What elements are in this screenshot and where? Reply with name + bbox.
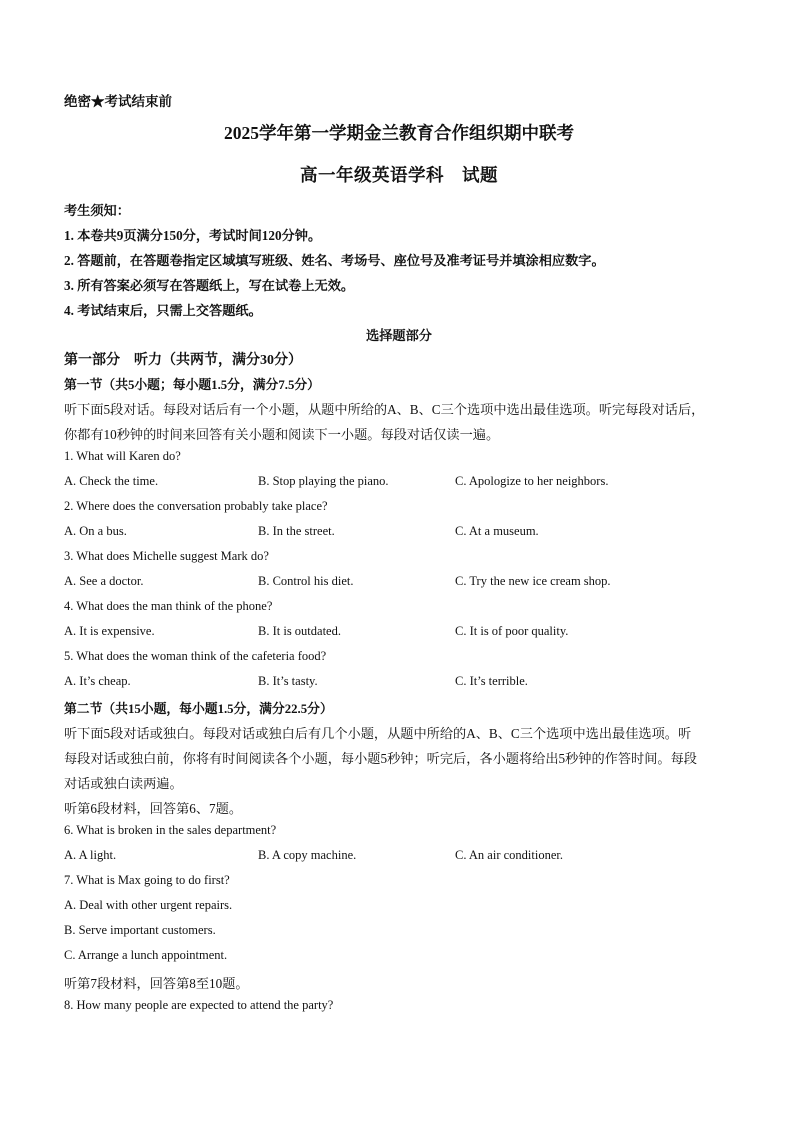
question-stem: 5. What does the woman think of the cafeteria food? [64,649,327,663]
question-stem: 4. What does the man think of the phone? [64,599,273,613]
question-stem: 2. Where does the conversation probably take place? [64,499,328,513]
option-c: C. Arrange a lunch appointment. [64,948,228,962]
question-stem: 8. How many people are expected to attend the party? [64,998,334,1012]
notice-item: 4. 考试结束后，只需上交答题纸。 [64,303,262,318]
option-c: C. Try the new ice cream shop. [455,574,611,588]
option-c: C. An air conditioner. [455,848,563,862]
notice-item: 2. 答题前，在答题卷指定区域填写班级、姓名、考场号、座位号及准考证号并填涂相应数字。 [64,253,605,268]
confidential-label: 绝密★考试结束前 [64,94,172,109]
option-c: C. It’s terrible. [455,674,528,688]
sec1-heading: 第一节（共5小题；每小题1.5分，满分7.5分） [64,378,320,392]
option-b: B. Control his diet. [258,574,354,588]
option-a: A. On a bus. [64,524,127,538]
option-a: A. A light. [64,848,117,862]
option-b: B. Serve important customers. [64,923,216,937]
sec1-instruction: 听下面5段对话。每段对话后有一个小题，从题中所给的A、B、C三个选项中选出最佳选项。听完每段对话后， [64,402,705,417]
question-stem: 6. What is broken in the sales department? [64,823,277,837]
option-b: B. It’s tasty. [258,674,318,688]
option-c: C. At a museum. [455,524,539,538]
option-c: C. It is of poor quality. [455,624,569,638]
question-stem: 7. What is Max going to do first? [64,873,230,887]
sec2-instruction: 听下面5段对话或独白。每段对话或独白后有几个小题，从题中所给的A、B、C三个选项中选出最佳选项。听 [64,726,692,741]
part1-heading: 第一部分 听力（共两节，满分30分） [64,353,302,368]
exam-title: 2025学年第一学期金兰教育合作组织期中联考 [224,123,574,143]
question-stem: 3. What does Michelle suggest Mark do? [64,549,269,563]
option-a: A. Deal with other urgent repairs. [64,898,233,912]
option-a: A. Check the time. [64,474,159,488]
sec1-instruction: 你都有10秒钟的时间来回答有关小题和阅读下一小题。每段对话仅读一遍。 [64,427,500,442]
option-a: A. See a doctor. [64,574,144,588]
option-b: B. Stop playing the piano. [258,474,389,488]
exam-subtitle: 高一年级英语学科 试题 [300,165,498,185]
option-b: B. A copy machine. [258,848,357,862]
option-b: B. It is outdated. [258,624,341,638]
material-label: 听第6段材料，回答第6、7题。 [64,801,243,816]
option-b: B. In the street. [258,524,335,538]
question-stem: 1. What will Karen do? [64,449,181,463]
sec2-instruction: 每段对话或独白前，你将有时间阅读各个小题，每小题5秒钟；听完后，各小题将给出5秒钟的作答时间。每段 [64,751,697,766]
option-c: C. Apologize to her neighbors. [455,474,609,488]
option-a: A. It’s cheap. [64,674,131,688]
notice-item: 1. 本卷共9页满分150分，考试时间120分钟。 [64,228,322,243]
sec2-instruction: 对话或独白读两遍。 [64,776,183,791]
notice-item: 3. 所有答案必须写在答题纸上，写在试卷上无效。 [64,278,355,293]
sec2-heading: 第二节（共15小题，每小题1.5分，满分22.5分） [64,702,333,716]
section-label: 选择题部分 [366,328,432,343]
option-a: A. It is expensive. [64,624,155,638]
notice-heading: 考生须知： [64,203,130,218]
material-label: 听第7段材料，回答第8至10题。 [64,976,249,991]
